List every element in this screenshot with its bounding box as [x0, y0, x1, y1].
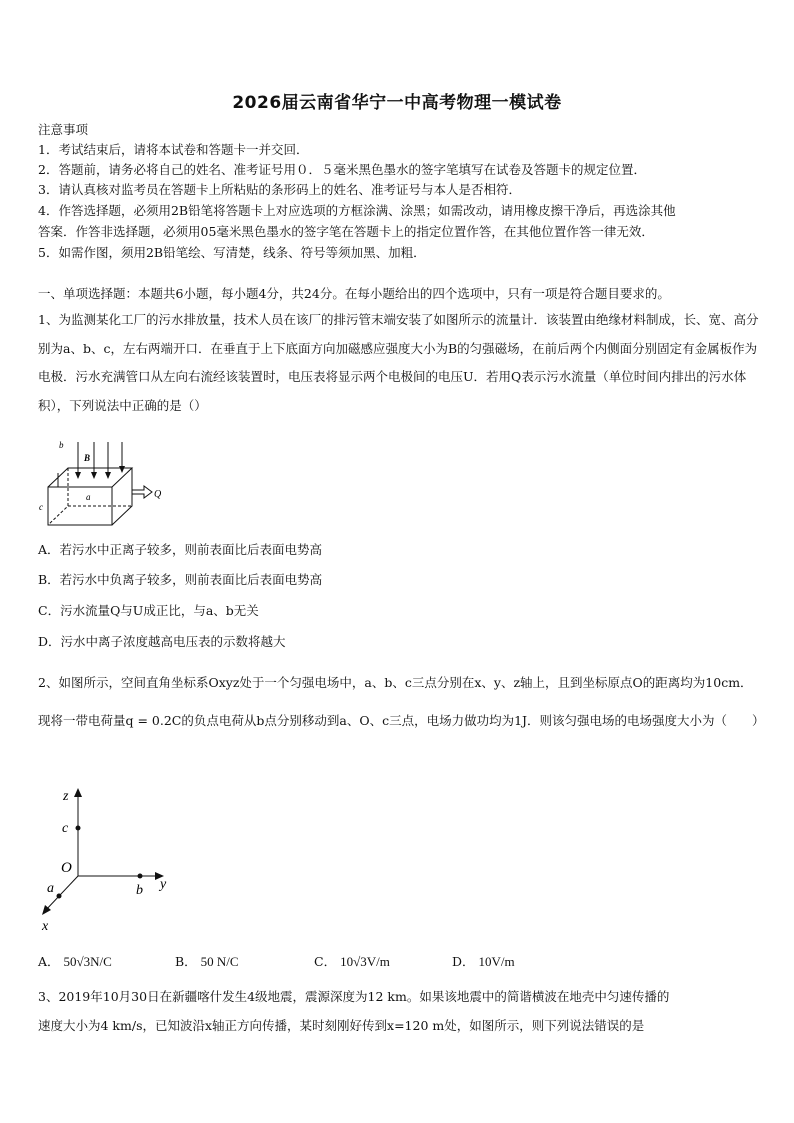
- coordinate-axes-figure: [36, 782, 176, 932]
- point-b: [138, 874, 143, 879]
- label-b: b: [136, 883, 143, 898]
- choice-d: D． 10V/m: [452, 954, 515, 969]
- option-d: D．污水中离子浓度越高电压表的示数将越大: [38, 634, 286, 649]
- question-3-line-2: 速度大小为4 km/s，已知波沿x轴正方向传播，某时刻刚好传到x=120 m处，如图所示，则下列说法错误的是: [38, 1018, 645, 1033]
- question-2-choices: [38, 952, 758, 970]
- notice-item: 2．答题前，请务必将自己的姓名、准考证号用０．５毫米黑色墨水的签字笔填写在试卷及答题卡的规定位置．: [38, 162, 646, 177]
- notice-item: 1．考试结束后，请将本试卷和答题卡一并交回．: [38, 142, 309, 157]
- notice-heading: 注意事项: [38, 122, 89, 137]
- choice-a: A． 50√3N/C: [38, 954, 112, 969]
- label-B: B: [84, 453, 91, 463]
- flowmeter-figure: [36, 438, 166, 530]
- label-Q: Q: [154, 489, 162, 500]
- question-2-text: 2、如图所示，空间直角坐标系Oxyz处于一个匀强电场中，a、b、c三点分别在x、y、z轴上，且到坐标原点O的距离均为10cm．现将一带电荷量q = 0.2C的负点电荷从b点分别移动到a、O、c三点，电场力做功均为1J．则该匀强电场的电场强度大小为（ ）: [38, 675, 765, 728]
- label-O: O: [61, 860, 72, 876]
- label-z: z: [63, 789, 69, 804]
- notice-item: 答案．作答非选择题，必须用05毫米黑色墨水的签字笔在答题卡上的指定位置作答，在其他位置作答一律无效．: [38, 224, 654, 239]
- section-heading: 一、单项选择题：本题共6小题，每小题4分，共24分。在每小题给出的四个选项中，只有一项是符合题目要求的。: [38, 286, 670, 301]
- label-x: x: [42, 919, 49, 932]
- option-c: C．污水流量Q与U成正比，与a、b无关: [38, 603, 259, 618]
- label-c: c: [39, 502, 43, 512]
- label-c: c: [62, 821, 69, 836]
- question-3-line-1: 3、2019年10月30日在新疆喀什发生4级地震，震源深度为12 km。如果该地震中的简谐横波在地壳中匀速传播的: [38, 989, 670, 1004]
- notice-item: 5．如需作图，须用2B铅笔绘、写清楚，线条、符号等须加黑、加粗．: [38, 245, 426, 260]
- question-1-text: 1、为监测某化工厂的污水排放量，技术人员在该厂的排污管末端安装了如图所示的流量计．该装置由绝缘材料制成，长、宽、高分别为a、b、c，左右两端开口．在垂直于上下底面方向加磁感应强度大小为B的匀强磁场，在前后两个内侧面分别固定有金属板作为电极．污水充满管口从左向右流经该装置时，电压表将显示两个电极间的电压U．若用Q表示污水流量（单位时间内排出的污水体积），下列说法中正确的是（）: [38, 312, 759, 413]
- page-title: 2026届云南省华宁一中高考物理一模试卷: [232, 93, 562, 113]
- choice-b: B． 50 N/C: [175, 954, 239, 969]
- label-a: a: [86, 492, 91, 502]
- label-a: a: [47, 881, 54, 896]
- point-c: [76, 826, 81, 831]
- flow-arrow: [132, 486, 152, 498]
- notice-item: 4．作答选择题，必须用2B铅笔将答题卡上对应选项的方框涂满、涂黑；如需改动，请用橡皮擦干净后，再选涂其他: [38, 203, 676, 218]
- label-b: b: [59, 440, 64, 450]
- label-y: y: [160, 877, 167, 892]
- notice-item: 3．请认真核对监考员在答题卡上所粘贴的条形码上的姓名、准考证号与本人是否相符．: [38, 182, 521, 197]
- option-a: A．若污水中正离子较多，则前表面比后表面电势高: [38, 542, 323, 557]
- choice-c: C． 10√3V/m: [314, 954, 390, 969]
- option-b: B．若污水中负离子较多，则前表面比后表面电势高: [38, 572, 323, 587]
- point-a: [57, 894, 62, 899]
